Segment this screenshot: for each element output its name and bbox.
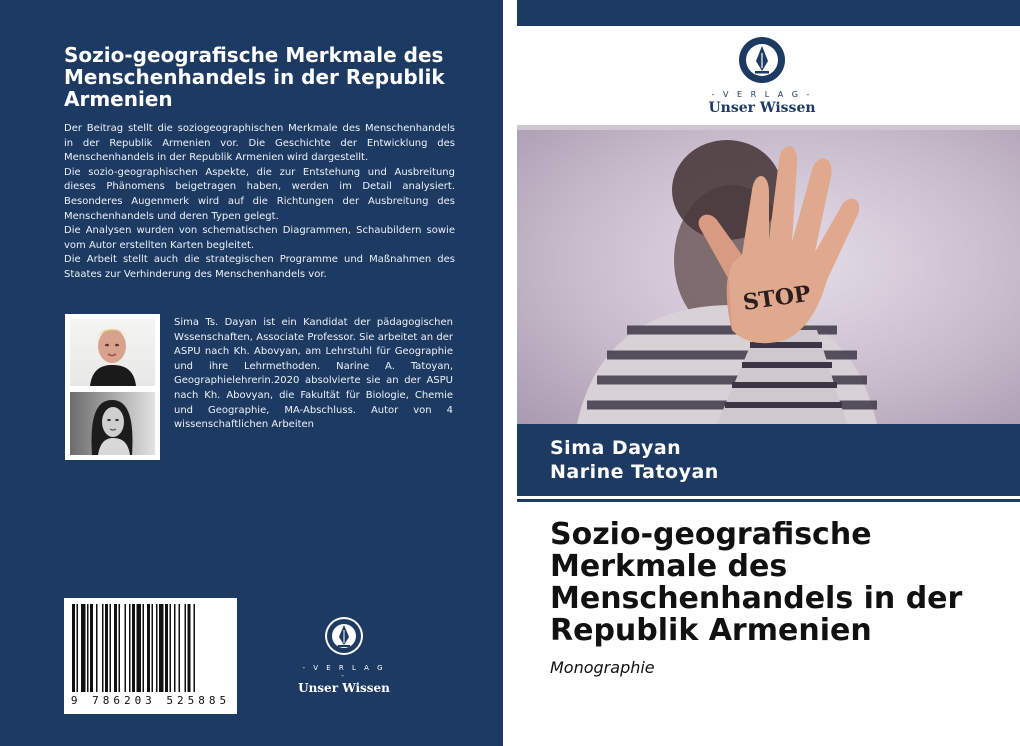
publisher-logo-front (707, 36, 817, 116)
publisher-logo-back (298, 616, 390, 695)
authors-band (517, 424, 1020, 496)
blurb-paragraph: Die Arbeit stellt auch die strategischen Programme und Maßnahmen des Staates zur Verhinderung des Menschenhandels vor. (64, 254, 455, 280)
front-cover (517, 0, 1020, 746)
publisher-verlag-label: - V E R L A G - (302, 664, 386, 680)
publisher-verlag-label: - V E R L A G - (711, 90, 813, 99)
author-photo-sima (70, 319, 155, 386)
back-cover (0, 0, 503, 746)
pen-nib-seal-icon (324, 616, 364, 656)
pen-nib-seal-icon (738, 36, 786, 84)
author-photo-narine (70, 392, 155, 455)
barcode-bars (64, 598, 237, 694)
book-subtitle: Monographie (550, 658, 655, 677)
author-bio: Sima Ts. Dayan ist ein Kandidat der pädagogischen Wssenschaften, Associate Professor. Sie arbeitet an der ASPU nach Kh. Abovyan, am Lehrstuhl für Geographie und ihre Lehrmethoden. Narine A. Tatoyan, Geographielehrerin.2020 absolvierte sie an der ASPU nach Kh. Abovyan, die Fakultät für Biologie, Chemie und Geographie, MA-Abschluss. Autor von 4 wissenschaftlichen Arbeiten (174, 317, 453, 431)
blurb-paragraph: Der Beitrag stellt die soziogeographischen Merkmale des Menschenhandels in der Republik Armenien vor. Die Geschichte der Entwicklung des Menschenhandels in der Republik Armenien wird dargestellt. (64, 123, 455, 164)
publisher-name: Unser Wissen (708, 100, 816, 116)
isbn-digits: 9 786203 525885 (70, 694, 231, 707)
back-cover-title: Sozio-geografische Merkmale des Menschenhandels in der Republik Armenien (64, 43, 445, 111)
author-photos (65, 314, 160, 460)
isbn-barcode (64, 598, 237, 714)
stop-hand-text: STOP (741, 280, 813, 316)
author-name: Sima Dayan (550, 437, 682, 459)
publisher-name: Unser Wissen (298, 681, 390, 695)
front-top-band (517, 0, 1020, 26)
blurb-paragraph: Die sozio-geographischen Aspekte, die zur Entstehung und Ausbreitung dieses Phänomens beigetragen haben, werden im Detail analysiert. Besonderes Augenmerk wird auf die Richtungen der Ausbreitung des Menschenhandels und deren Typen gelegt. (64, 166, 455, 222)
back-cover-blurb (64, 122, 455, 283)
divider-line (517, 499, 1020, 502)
spine (503, 0, 517, 746)
cover-photo-stop-hand (517, 130, 1020, 424)
book-title: Sozio-geografische Merkmale des Menschenhandels in der Republik Armenien (550, 517, 963, 648)
blurb-paragraph: Die Analysen wurden von schematischen Diagrammen, Schaubildern sowie vom Autor erstellten Karten begleitet. (64, 225, 455, 251)
author-name: Narine Tatoyan (550, 461, 719, 483)
